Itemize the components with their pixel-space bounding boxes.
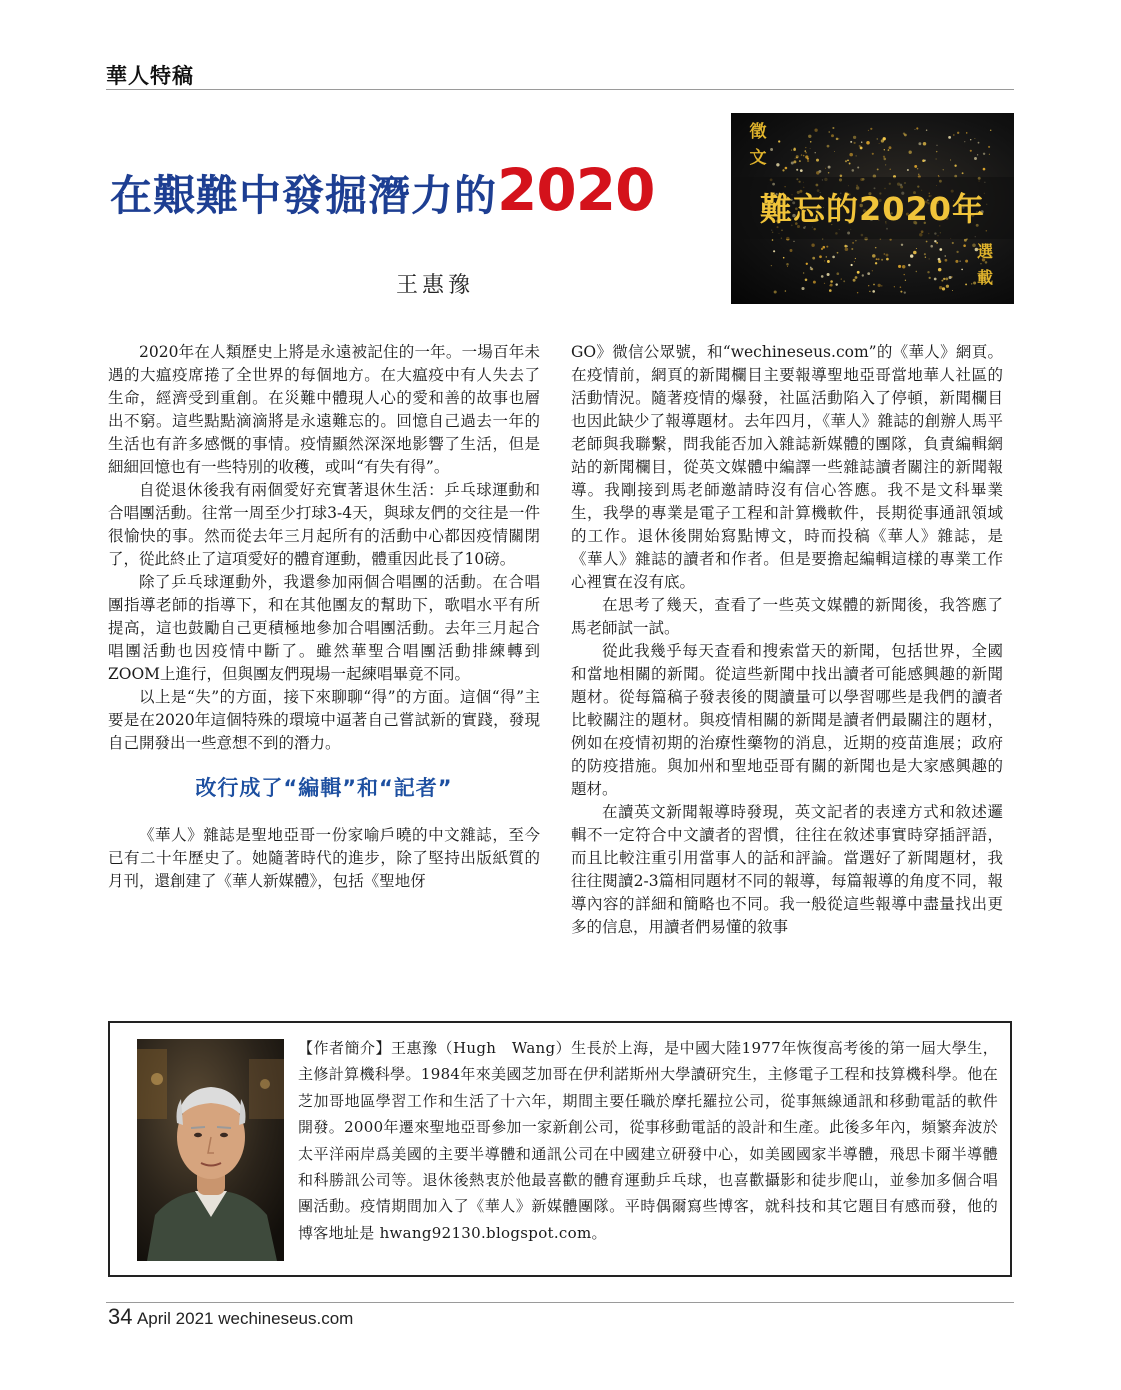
sparkle-dot: [910, 254, 913, 257]
sparkle-dot: [978, 142, 980, 144]
sparkle-dot: [916, 248, 917, 249]
sparkle-dot: [807, 160, 809, 162]
sparkle-dot: [983, 168, 986, 171]
sparkle-dot: [970, 139, 971, 140]
sparkle-dot: [821, 248, 823, 250]
sparkle-dot: [830, 280, 833, 283]
header-rule: [106, 89, 1014, 90]
sparkle-dot: [791, 150, 792, 151]
sparkle-dot: [773, 250, 775, 252]
sparkle-dot: [828, 166, 831, 169]
body-paragraph: 自從退休後我有兩個愛好充實著退休生活：乒乓球運動和合唱團活動。往常一周至少打球3-4天，與球友們的交往是一件很愉快的事。然而從去年三月起所有的活動中心都因疫情關閉了，從此終止了這項愛好的體育運動，體重因此長了10磅。: [108, 481, 540, 568]
section-label: 華人特稿: [106, 64, 194, 88]
sparkle-dot: [926, 241, 928, 243]
issue-info: April 2021 wechineseus.com: [136, 1309, 354, 1328]
sparkle-dot: [877, 168, 879, 170]
sparkle-dot: [867, 272, 870, 275]
section-subheading: 改行成了“編輯”和“記者”: [195, 776, 453, 800]
sparkle-dot: [943, 169, 944, 170]
banner-corner-char: 文: [749, 148, 767, 168]
sparkle-dot: [791, 161, 794, 164]
sparkle-dot: [803, 155, 805, 157]
sparkle-dot: [826, 256, 828, 258]
sparkle-dot: [827, 273, 830, 276]
sparkle-dot: [873, 284, 875, 286]
sparkle-dot: [908, 264, 910, 266]
sparkle-dot: [815, 152, 816, 153]
sparkle-dot: [857, 271, 860, 274]
sparkle-dot: [804, 150, 806, 152]
sparkle-dot: [883, 156, 885, 158]
banner-corner-char: 載: [976, 268, 993, 287]
sparkle-dot: [832, 127, 834, 129]
sparkle-dot: [800, 169, 803, 172]
sparkle-dot: [782, 169, 784, 171]
sparkle-dot: [904, 274, 905, 275]
sparkle-dot: [855, 240, 856, 241]
sparkle-dot: [915, 129, 916, 130]
sparkle-dot: [909, 151, 912, 154]
sparkle-dot: [825, 168, 826, 169]
sparkle-dot: [988, 146, 990, 148]
sparkle-dot: [845, 160, 847, 162]
sparkle-dot: [926, 129, 927, 130]
sparkle-dot: [952, 290, 953, 291]
sparkle-dot: [796, 169, 798, 171]
sparkle-dot: [989, 154, 990, 155]
sparkle-dot: [877, 138, 878, 139]
sparkle-dot: [855, 258, 856, 259]
sparkle-dot: [879, 143, 880, 144]
sparkle-dot: [990, 130, 991, 131]
sparkle-dot: [826, 246, 828, 248]
sparkle-dot: [793, 160, 796, 163]
sparkle-dot: [913, 251, 917, 255]
sparkle-dot: [810, 148, 811, 149]
body-paragraph: 除了乒乓球運動外，我還參加兩個合唱團的活動。在合唱團指導老師的指導下，和在其他團友的幫助下，歌唱水平有所提高，這也鼓勵自己更積極地參加合唱團活動。去年三月起合唱團活動也因疫情中斷了。雖然華聖合唱團活動排練轉到ZOOM上進行，但與團友們現場一起練唱畢竟不同。: [108, 573, 540, 683]
sparkle-dot: [939, 286, 942, 289]
sparkle-dot: [806, 263, 808, 265]
banner-headline: 難忘的2020年: [759, 190, 986, 228]
sparkle-dot: [916, 127, 918, 129]
sparkle-dot: [830, 284, 833, 287]
sparkle-dot: [827, 260, 830, 263]
sparkle-dot: [850, 141, 852, 143]
sparkle-dot: [811, 244, 814, 247]
sparkle-dot: [902, 265, 905, 268]
sparkle-dot: [778, 140, 780, 142]
sparkle-dot: [943, 278, 945, 280]
sparkle-dot: [869, 291, 870, 292]
sparkle-dot: [785, 290, 787, 292]
sparkle-dot: [772, 239, 774, 241]
essay-contest-banner: [731, 113, 1014, 304]
sparkle-dot: [790, 249, 793, 252]
sparkle-dot: [829, 131, 830, 132]
sparkle-dot: [795, 158, 796, 159]
sparkle-dot: [853, 142, 855, 144]
sparkle-dot: [886, 258, 889, 261]
sparkle-dot: [794, 148, 796, 150]
sparkle-dot: [894, 286, 895, 287]
left-column: [108, 341, 540, 893]
sparkle-dot: [857, 166, 859, 168]
sparkle-dot: [801, 154, 802, 155]
sparkle-dot: [938, 260, 941, 263]
sparkle-dot: [847, 159, 849, 161]
sparkle-dot: [916, 271, 917, 272]
sparkle-dot: [964, 141, 965, 142]
sparkle-dot: [960, 261, 961, 262]
body-paragraph: 在讀英文新聞報導時發現，英文記者的表達方式和敘述邏輯不一定符合中文讀者的習慣，往往在敘述事實時穿插評語，而且比較注重引用當事人的話和評論。當選好了新聞題材，我往往閱讀2-3篇相同題材不同的報導，每篇報導的角度不同，報導內容的詳細和簡略也不同。我一般從這些報導中盡量找出更多的信息，用讀者們易懂的敘事: [571, 803, 1003, 936]
sparkle-dot: [832, 256, 835, 259]
sparkle-dot: [884, 158, 887, 161]
sparkle-dot: [942, 287, 945, 290]
sparkle-dot: [841, 278, 842, 279]
sparkle-dot: [847, 246, 848, 247]
sparkle-dot: [805, 152, 807, 154]
sparkle-dot: [868, 285, 869, 286]
sparkle-dot: [875, 247, 877, 249]
sparkle-dot: [886, 254, 889, 257]
sparkle-dot: [900, 291, 902, 293]
sparkle-dot: [888, 149, 890, 151]
sparkle-dot: [823, 246, 826, 249]
sparkle-dot: [835, 283, 837, 285]
sparkle-dot: [827, 145, 830, 148]
sparkle-dot: [872, 153, 874, 155]
sparkle-dot: [945, 255, 946, 256]
sparkle-dot: [801, 287, 804, 290]
sparkle-dot: [929, 258, 930, 259]
body-paragraph-continued: GO》微信公眾號，和“wechineseus.com”的《華人》網頁。在疫情前，網頁的新聞欄目主要報導聖地亞哥當地華人社區的活動情況。隨著疫情的爆發，社區活動陷入了停頓，新聞欄目也因此缺少了報導題材。去年四月，《華人》雜誌的創辦人馬平老師與我聯繫，問我能否加入雜誌新媒體的團隊，負責編輯網站的新聞欄目，從英文媒體中編譯一些雜誌讀者關注的新聞報導。我剛接到馬老師邀請時沒有信心答應。我不是文科畢業生，我學的專業是電子工程和計算機軟件，長期從事通訊領域的工作。退休後開始寫點博文，時而投稿《華人》雜誌，是《華人》雜誌的讀者和作者。但是要擔起編輯這樣的專業工作心裡實在沒有底。: [571, 343, 1003, 591]
right-column: [571, 341, 1003, 939]
sparkle-dot: [889, 146, 892, 149]
body-paragraph: 在思考了幾天，查看了一些英文媒體的新聞後，我答應了馬老師試一試。: [571, 596, 1003, 637]
sparkle-dot: [771, 265, 772, 266]
sparkle-dot: [965, 260, 968, 263]
sparkle-dot: [883, 137, 886, 140]
banner-corner-char: 選: [976, 242, 993, 261]
sparkle-dot: [849, 153, 853, 157]
sparkle-dot: [900, 286, 902, 288]
sparkle-dot: [939, 248, 942, 251]
body-paragraph: 從此我幾乎每天查看和搜索當天的新聞，包括世界，全國和當地相關的新聞。從這些新聞中找出讀者可能感興趣的新聞題材。從每篇稿子發表後的閱讀量可以學習哪些是我們的讀者比較關注的題材。與疫情相關的新聞是讀者們最關注的題材，例如在疫情初期的治療性藥物的消息，近期的疫苗進展；政府的防疫措施。與加州和聖地亞哥有關的新聞也是大家感興趣的題材。: [571, 642, 1003, 798]
banner-corner-top-left: [743, 119, 773, 171]
sparkle-dot: [946, 285, 949, 288]
sparkle-dot: [924, 159, 926, 161]
page-number: 34: [108, 1304, 133, 1329]
sparkle-dot: [799, 160, 801, 162]
sparkle-dot: [805, 155, 808, 158]
article-title: [110, 156, 654, 224]
sparkle-dot: [964, 239, 967, 242]
sparkle-dot: [878, 258, 880, 260]
sparkle-dot: [787, 266, 788, 267]
banner-corner-char: 徵: [749, 122, 767, 142]
sparkle-dot: [977, 154, 978, 155]
sparkle-dot: [918, 142, 921, 145]
sparkle-dot: [983, 153, 985, 155]
sparkle-dot: [917, 168, 918, 169]
footer-rule: [106, 1302, 1014, 1303]
page-footer: [108, 1304, 353, 1330]
sparkle-dot: [875, 262, 877, 264]
sparkle-dot: [905, 280, 906, 281]
sparkle-dot: [803, 272, 804, 273]
sparkle-dot: [810, 141, 812, 143]
sparkle-dot: [836, 138, 839, 141]
sparkle-dot: [945, 259, 948, 262]
sparkle-dot: [955, 260, 958, 263]
sparkle-dot: [831, 134, 834, 137]
sparkle-dot: [793, 241, 794, 242]
sparkle-dot: [868, 130, 869, 131]
sparkle-dot: [853, 136, 856, 139]
sparkle-dot: [923, 142, 927, 146]
sparkle-dot: [856, 155, 857, 156]
sparkle-dot: [844, 245, 847, 248]
sparkle-dot: [936, 151, 937, 152]
sparkle-dot: [881, 285, 882, 286]
sparkle-dot: [805, 147, 806, 148]
sparkle-dot: [783, 257, 785, 259]
sparkle-dot: [812, 257, 815, 260]
title-year: 2020: [497, 156, 655, 224]
author-bio-text: 【作者簡介】王惠豫（Hugh Wang）生長於上海，是中國大陸1977年恢復高考後的第一屆大學生，主修計算機科學。1984年來美國芝加哥在伊利諾斯州大學讀研究生，主修電子工程和技算機科學。他在芝加哥地區學習工作和生活了十六年，期間主要任職於摩托羅拉公司，從事無線通訊和移動電話的軟件開發。2000年遷來聖地亞哥參加一家新創公司，從事移動電話的設計和生產。此後多年內，頻繁奔波於太平洋兩岸爲美國的主要半導體和通訊公司在中國建立研發中心，如美國國家半導體，飛思卡爾半導體和科勝訊公司等。退休後熱衷於他最喜歡的體育運動乒乓球，也喜歡攝影和徒步爬山，並參加多個合唱團活動。疫情期間加入了《華人》新媒體團隊。平時偶爾寫些博客，就科技和其它題目有感而發，他的博客地址是 hwang92130.blogspot.com。: [298, 1039, 998, 1242]
sparkle-dot: [963, 244, 966, 247]
sparkle-dot: [934, 278, 937, 281]
sparkle-dot: [853, 279, 856, 282]
sparkle-dot: [854, 261, 855, 262]
sparkle-dot: [837, 252, 839, 254]
sparkle-dot: [927, 271, 929, 273]
sparkle-dot: [929, 277, 931, 279]
sparkle-dot: [828, 172, 830, 174]
sparkle-dot: [796, 155, 799, 158]
banner-corner-bottom-right: [970, 239, 1000, 291]
sparkle-dot: [878, 284, 881, 287]
sparkle-dot: [885, 164, 886, 165]
sparkle-dot: [945, 278, 948, 281]
body-paragraph: 以上是“失”的方面，接下來聊聊“得”的方面。這個“得”主要是在2020年這個特殊的環境中逼著自己嘗試新的實踐，發現自己開發出一些意想不到的潛力。: [108, 688, 540, 752]
sparkle-dot: [786, 263, 789, 266]
sparkle-dot: [904, 134, 907, 137]
sparkle-dot: [881, 259, 883, 261]
sparkle-dot: [805, 279, 808, 282]
sparkle-dot: [950, 160, 951, 161]
sparkle-dot: [785, 167, 788, 170]
sparkle-dot: [938, 268, 942, 272]
sparkle-dot: [965, 283, 967, 285]
sparkle-dot: [838, 138, 839, 139]
sparkle-dot: [907, 169, 909, 171]
sparkle-dot: [870, 128, 872, 130]
sparkle-dot: [836, 272, 839, 275]
title-chinese: 在艱難中發掘潛力的: [110, 171, 498, 220]
sparkle-dot: [884, 253, 886, 255]
sparkle-dot: [936, 242, 938, 244]
sparkle-dot: [936, 159, 937, 160]
sparkle-dot: [851, 248, 853, 250]
sparkle-dot: [937, 145, 938, 146]
sparkle-dot: [876, 258, 878, 260]
author-byline: 王惠豫: [396, 273, 475, 298]
sparkle-dot: [952, 242, 954, 244]
sparkle-dot: [834, 151, 835, 152]
sparkle-dot: [862, 274, 864, 276]
sparkle-dot: [938, 175, 939, 176]
sparkle-dot: [974, 138, 975, 139]
sparkle-dot: [824, 283, 825, 284]
sparkle-dot: [930, 245, 933, 248]
sparkle-dot: [855, 276, 858, 279]
sparkle-dot: [872, 254, 876, 258]
sparkle-dot: [866, 141, 870, 145]
sparkle-dot: [819, 255, 822, 258]
sparkle-dot: [966, 132, 968, 134]
sparkle-dot: [962, 172, 964, 174]
sparkle-dot: [824, 260, 825, 261]
sparkle-dot: [884, 149, 885, 150]
sparkle-dot: [924, 253, 926, 255]
sparkle-dot: [941, 280, 943, 282]
sparkle-dot: [816, 159, 819, 162]
sparkle-dot: [956, 251, 958, 253]
author-bio-box: [108, 1021, 1012, 1277]
sparkle-dot: [845, 248, 849, 252]
sparkle-dot: [774, 290, 777, 293]
sparkle-dot: [808, 135, 811, 138]
sparkle-dot: [954, 165, 956, 167]
sparkle-dot: [860, 146, 863, 149]
sparkle-dot: [957, 133, 958, 134]
body-paragraph: 《華人》雜誌是聖地亞哥一份家喻戶曉的中文雜誌，至今已有二十年歷史了。她隨著時代的進步，除了堅持出版紙質的月刊，還創建了《華人新媒體》，包括《聖地伢: [108, 826, 540, 890]
sparkle-dot: [914, 165, 917, 168]
sparkle-dot: [904, 291, 906, 293]
sparkle-dot: [898, 265, 901, 268]
sparkle-dot: [821, 275, 824, 278]
sparkle-dot: [861, 142, 862, 143]
sparkle-dot: [970, 150, 972, 152]
sparkle-dot: [813, 281, 816, 284]
sparkle-dot: [851, 264, 853, 266]
sparkle-dot: [951, 276, 952, 277]
sparkle-dot: [901, 244, 903, 246]
sparkle-dot: [814, 129, 817, 132]
sparkle-dot: [961, 269, 963, 271]
sparkle-dot: [852, 169, 855, 172]
sparkle-dot: [849, 163, 851, 165]
sparkle-dot: [953, 134, 955, 136]
sparkle-dot: [819, 170, 822, 173]
sparkle-dot: [857, 292, 858, 293]
sparkle-dot: [918, 174, 919, 175]
sparkle-dot: [852, 242, 854, 244]
sparkle-dot: [872, 290, 875, 293]
sparkle-dot: [872, 270, 873, 271]
sparkle-dot: [810, 267, 813, 270]
sparkle-dot: [776, 163, 779, 166]
sparkle-dot: [949, 276, 952, 279]
sparkle-dot: [948, 136, 951, 139]
sparkle-dot: [829, 289, 832, 292]
sparkle-dot: [843, 280, 845, 282]
sparkle-dot: [974, 157, 977, 160]
sparkle-dot: [934, 240, 936, 242]
body-paragraph: 2020年在人類歷史上將是永遠被記住的一年。一場百年未遇的大瘟疫席捲了全世界的每個地方。在大瘟疫中有人失去了生命，經濟受到重創。在災難中體現人心的愛和善的故事也層出不窮。這些點點滴滴將是永遠難忘的。回憶自己過去一年的生活也有許多感慨的事情。疫情顯然深深地影響了生活，但是細細回憶也有一些特別的收穫，或叫“有失有得”。: [108, 343, 540, 476]
sparkle-dot: [890, 169, 891, 170]
author-photo: [137, 1039, 284, 1261]
sparkle-dot: [925, 257, 926, 258]
